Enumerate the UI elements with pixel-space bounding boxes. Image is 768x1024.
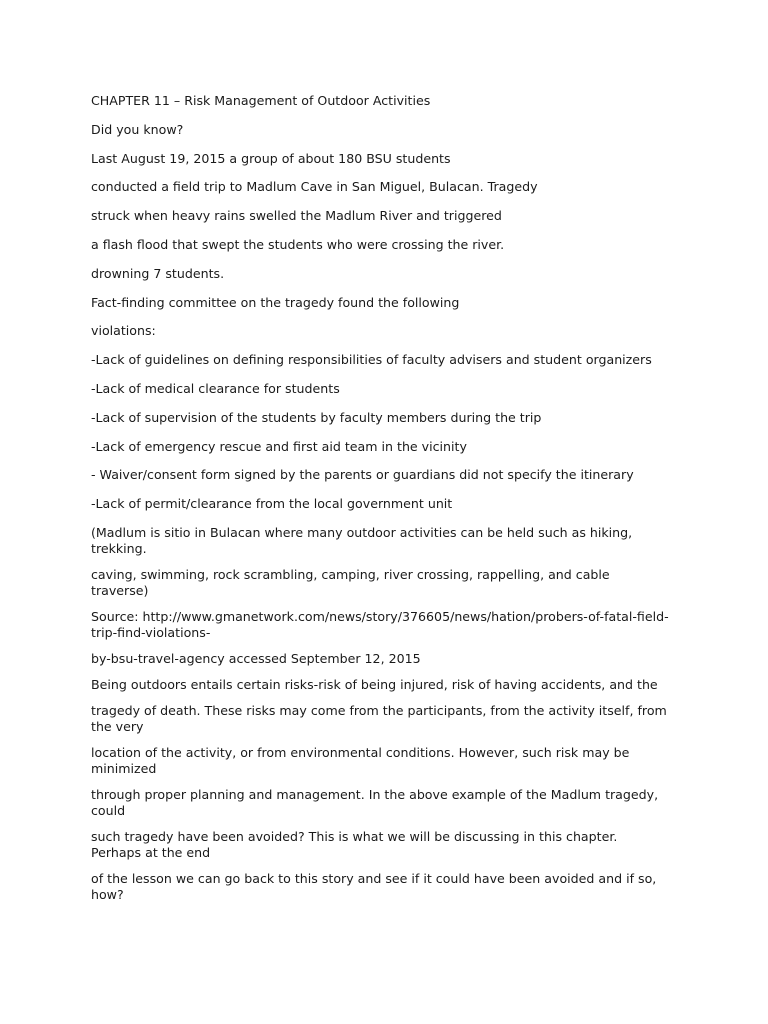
text-line: such tragedy have been avoided? This is what we will be discussing in this chapter. Perhaps at the end (91, 828, 618, 860)
text-line: drowning 7 students. (91, 265, 225, 281)
violation-item: -Lack of emergency rescue and first aid team in the vicinity (91, 438, 467, 454)
text-line: Fact-finding committee on the tragedy found the following (91, 294, 460, 310)
text-line: Last August 19, 2015 a group of about 180 BSU students (91, 150, 451, 166)
text-line: location of the activity, or from environmental conditions. However, such risk may be minimized (91, 744, 630, 776)
text-line: through proper planning and management. In the above example of the Madlum tragedy, could (91, 786, 659, 818)
chapter-title: CHAPTER 11 – Risk Management of Outdoor Activities (91, 93, 431, 108)
text-line: Did you know? (91, 121, 184, 137)
text-line: Being outdoors entails certain risks-risk of being injured, risk of having accidents, and the (91, 676, 658, 692)
violation-item: -Lack of permit/clearance from the local government unit (91, 496, 453, 512)
violation-item: -Lack of guidelines on defining responsibilities of faculty advisers and student organizers (91, 352, 652, 368)
source-line: Source: http://www.gmanetwork.com/news/story/376605/news/hation/probers-of-fatal-field-trip-find-violations- (91, 608, 669, 640)
text-line: a flash flood that swept the students who were crossing the river. (91, 236, 505, 252)
violation-item: - Waiver/consent form signed by the parents or guardians did not specify the itinerary (91, 467, 634, 483)
document-body (91, 93, 671, 913)
text-line: caving, swimming, rock scrambling, camping, river crossing, rappelling, and cable traverse) (91, 566, 610, 598)
text-line: of the lesson we can go back to this story and see if it could have been avoided and if so, how? (91, 870, 657, 902)
violation-item: -Lack of medical clearance for students (91, 380, 340, 396)
text-line: conducted a field trip to Madlum Cave in San Miguel, Bulacan. Tragedy (91, 179, 538, 195)
text-line: tragedy of death. These risks may come from the participants, from the activity itself, from the very (91, 702, 667, 734)
text-line: violations: (91, 323, 156, 339)
text-line: (Madlum is sitio in Bulacan where many outdoor activities can be held such as hiking, trekking. (91, 524, 633, 556)
source-line: by-bsu-travel-agency accessed September 12, 2015 (91, 650, 421, 666)
violation-item: -Lack of supervision of the students by faculty members during the trip (91, 409, 542, 425)
text-line: struck when heavy rains swelled the Madlum River and triggered (91, 208, 502, 224)
